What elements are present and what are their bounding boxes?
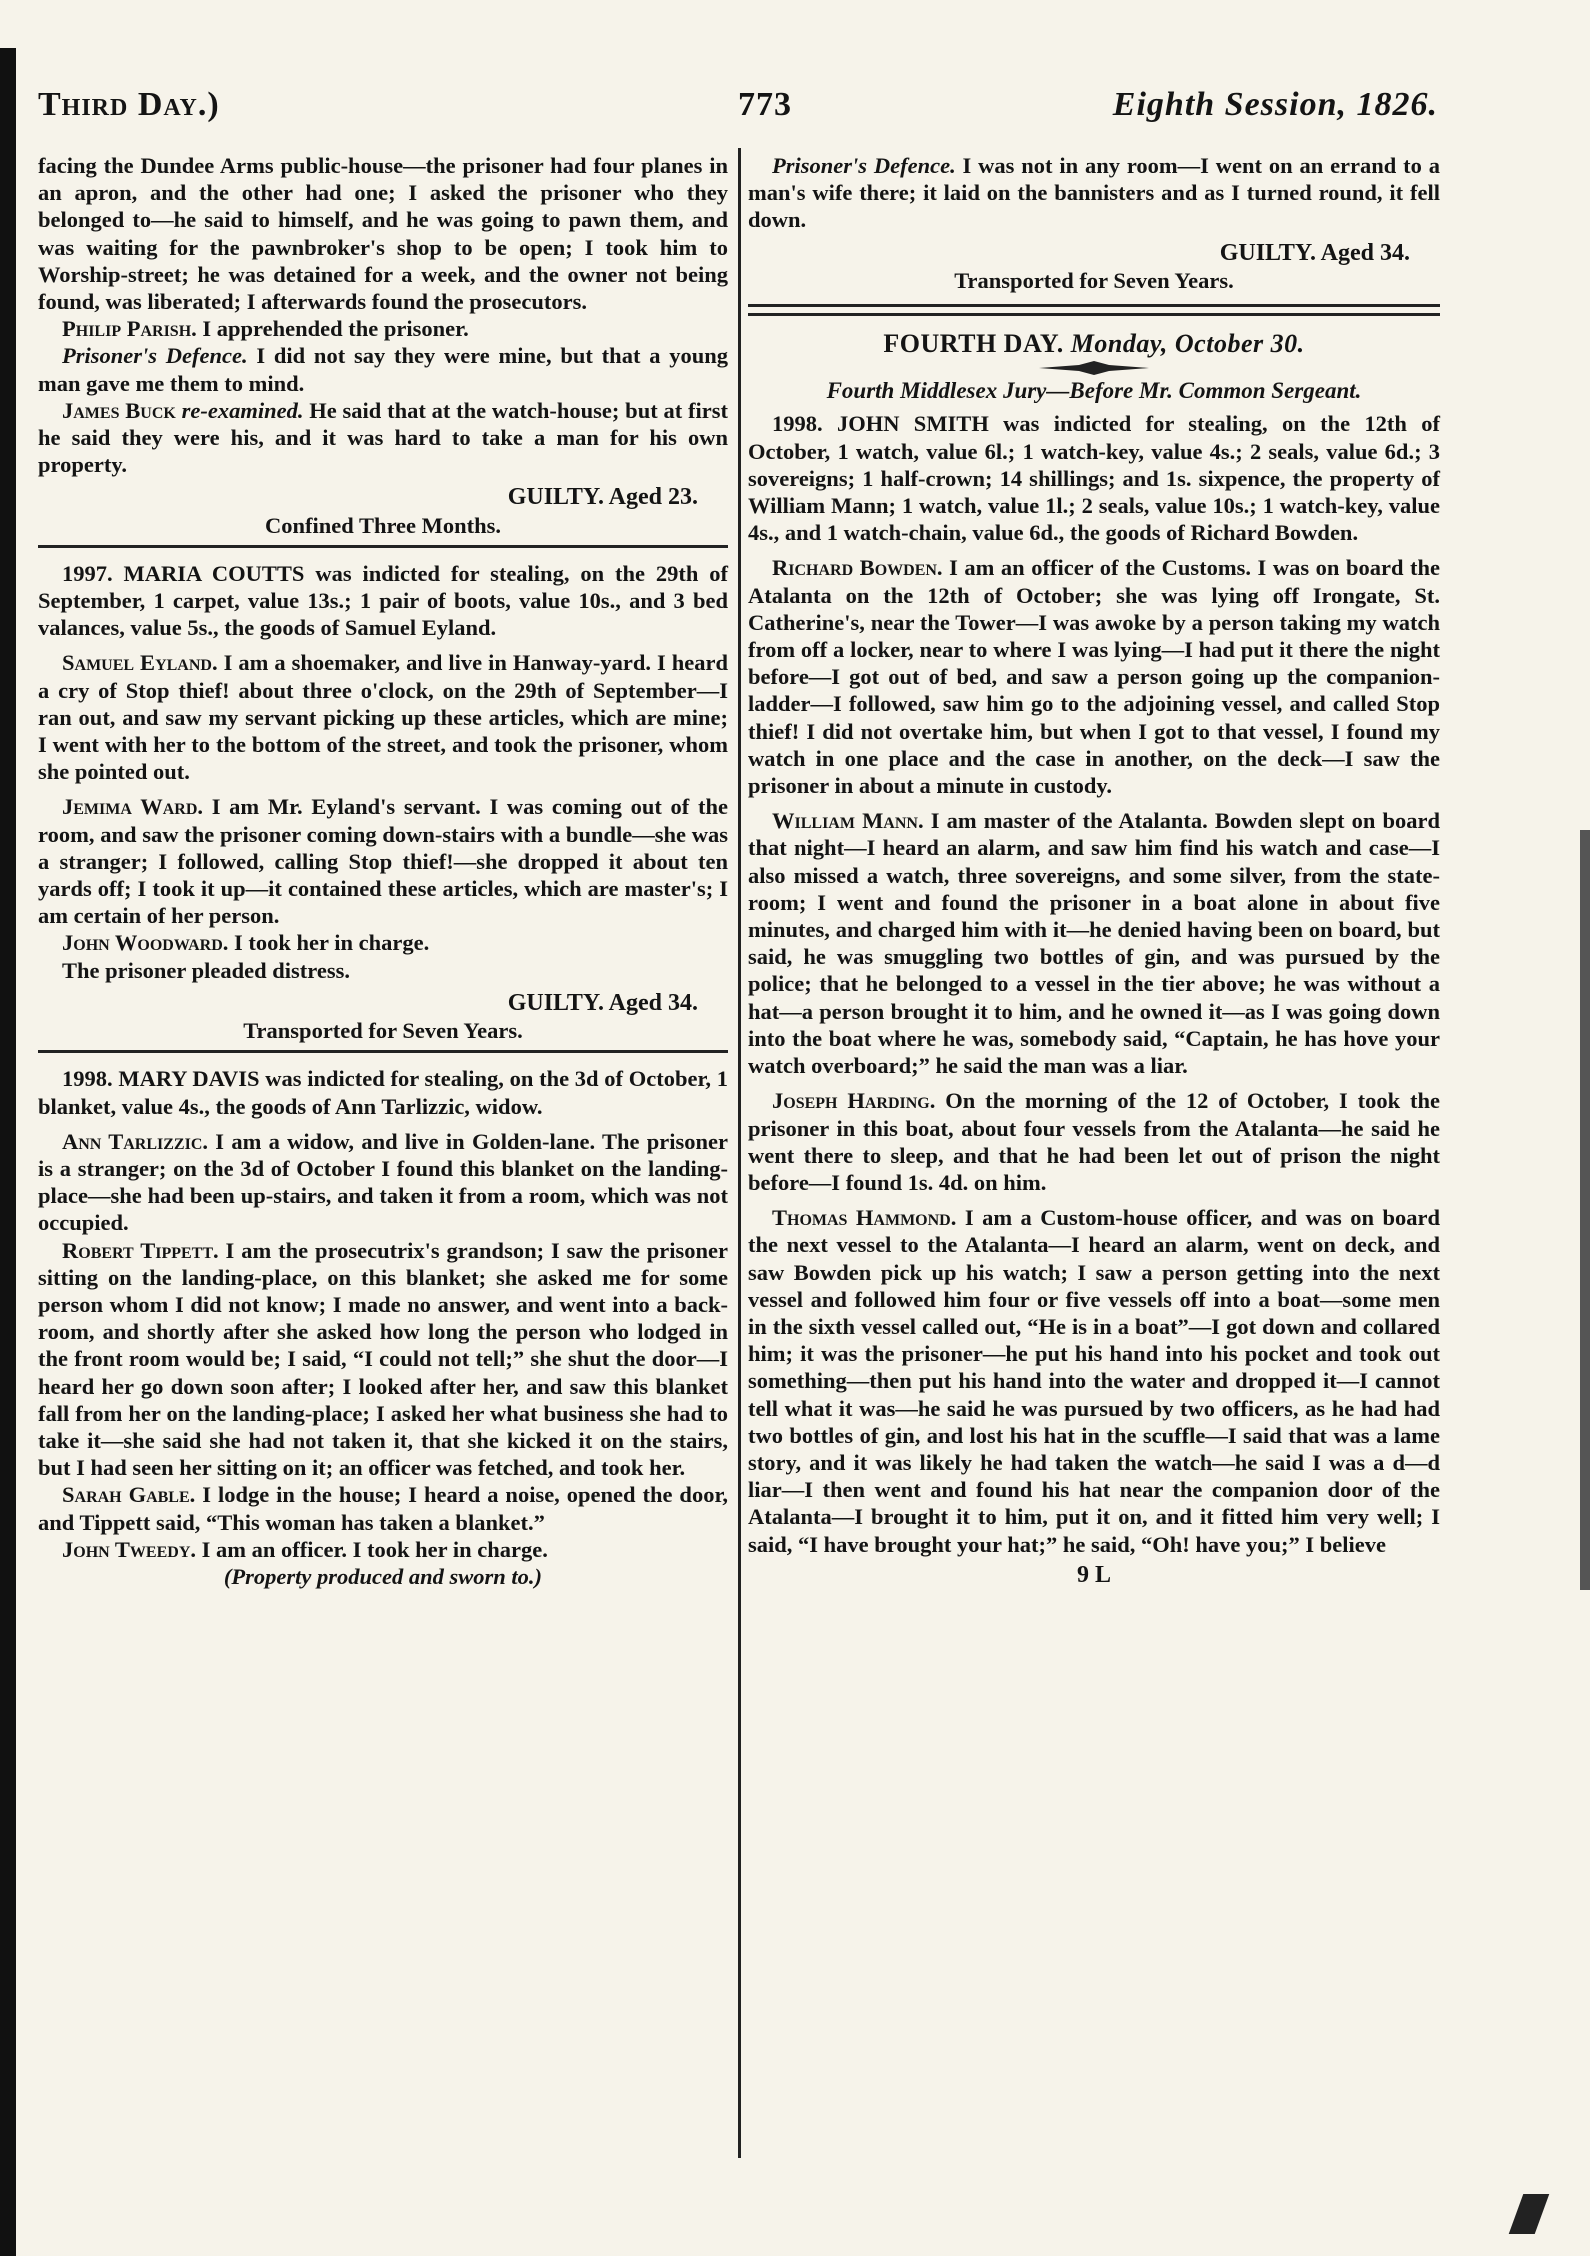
paragraph: The prisoner pleaded distress. — [62, 957, 350, 983]
witness-name: William Mann. — [772, 808, 924, 834]
testimony-text: He said that at the watch-house; but at first he said they were his, and it was hard to take a man for his own property. — [38, 397, 728, 478]
case-indictment — [38, 560, 728, 642]
paragraph — [38, 1237, 728, 1482]
paragraph — [38, 342, 728, 396]
testimony-text: I am a widow, and live in Golden-lane. The prisoner is a stranger; on the 3d of October I found this blanket on the landing-place—she had been up-stairs, and taken it from a room, which was not occupied. — [38, 1128, 729, 1236]
page-number: 773 — [738, 86, 792, 123]
scan-mark — [1509, 2194, 1550, 2234]
paragraph — [38, 1128, 728, 1237]
sentence: Confined Three Months. — [264, 512, 502, 538]
witness-name: Richard Bowden. — [772, 555, 943, 581]
verdict: GUILTY. Aged 23. — [507, 484, 698, 511]
page-header — [38, 86, 1438, 136]
defence-label: Prisoner's Defence. — [62, 343, 248, 369]
testimony-text: I did not say they were mine, but that a young man gave me them to mind. — [38, 343, 728, 396]
witness-name: Jemima Ward. — [62, 794, 203, 820]
signature-mark: 9 L — [1076, 1561, 1111, 1588]
verdict: GUILTY. Aged 34. — [1219, 239, 1410, 266]
sentence: Transported for Seven Years. — [243, 1018, 523, 1044]
examination-note: re-examined. — [175, 397, 304, 423]
testimony-text: I took her in charge. — [228, 930, 430, 956]
day-heading-main: FOURTH DAY. — [883, 329, 1064, 359]
scan-edge-right — [1580, 830, 1590, 1590]
witness-name: Joseph Harding. — [772, 1088, 936, 1114]
indictment-text: was indicted for stealing, on the 3d of October, 1 blanket, value 4s., the goods of Ann Tarlizzic, widow. — [38, 1066, 728, 1119]
witness-name: Sarah Gable. — [62, 1482, 196, 1508]
witness-name: Robert Tippett. — [62, 1237, 219, 1263]
defence-label: Prisoner's Defence. — [772, 153, 956, 178]
paragraph — [748, 554, 1440, 799]
case-number-defendant: 1997. MARIA COUTTS — [62, 560, 305, 586]
case-divider — [38, 1050, 728, 1053]
paragraph — [748, 1087, 1440, 1196]
case-indictment — [38, 1065, 728, 1119]
case-indictment — [748, 410, 1440, 546]
paragraph — [38, 649, 728, 785]
session-divider — [748, 304, 1440, 316]
day-heading-date: Monday, October 30. — [1070, 329, 1305, 359]
property-note: (Property produced and sworn to.) — [223, 1563, 543, 1589]
testimony-text: I lodge in the house; I heard a noise, opened the door, and Tippett said, “This woman has taken a blanket.” — [38, 1482, 728, 1535]
ornament-rule-icon — [1039, 361, 1149, 375]
witness-name: Thomas Hammond. — [772, 1205, 957, 1231]
paragraph — [748, 807, 1440, 1079]
testimony-text: I was not in any room—I went on an errand to a man's wife there; it laid on the bannisters and as I turned round, it fell down. — [748, 153, 1440, 233]
witness-name: John Woodward. — [62, 930, 229, 956]
right-column — [748, 152, 1440, 1589]
witness-name: John Tweedy. — [62, 1536, 196, 1562]
paragraph — [38, 929, 728, 956]
case-divider — [38, 545, 728, 548]
testimony-text: I am Mr. Eyland's servant. I was coming out of the room, and saw the prisoner coming down-stairs with a bundle—she was a stranger; I followed, calling Stop thief!—she dropped it about ten yards off; I took it up—it contained these articles, which are master's; I am certain of her person. — [38, 794, 728, 929]
verdict: GUILTY. Aged 34. — [507, 989, 698, 1016]
testimony-text: I apprehended the prisoner. — [196, 316, 469, 342]
paragraph — [38, 315, 728, 342]
running-head-left: Third Day.) — [38, 86, 220, 123]
testimony-text: I am a shoemaker, and live in Hanway-yard. I heard a cry of Stop thief! about three o'clock, on the 29th of September—I ran out, and saw my servant picking up these articles, which are mine; I went with her to the bottom of the street, and took the prisoner, whom she pointed out. — [38, 650, 728, 785]
paragraph — [38, 1481, 728, 1535]
paragraph — [748, 152, 1440, 234]
testimony-text: I am an officer of the Customs. I was on board the Atalanta on the 12th of October; she was lying off Irongate, St. Catherine's, near the Tower—I was awoke by a person taking my watch from off a locker, near to where I was lying—I had put it there the night before—I got out of bed, and saw a person going up the companion-ladder—I followed, saw him go to the adjoining vessel, and called Stop thief! I did not overtake him, but when I got to that vessel, I found my watch in one place and the case in another, on the deck—I saw the prisoner in about a minute in custody. — [748, 555, 1441, 799]
witness-name: James Buck — [62, 397, 176, 423]
case-number-defendant: 1998. JOHN SMITH — [772, 411, 989, 437]
witness-name: Samuel Eyland. — [62, 650, 218, 676]
case-number-defendant: 1998. MARY DAVIS — [62, 1066, 260, 1092]
paragraph — [38, 1536, 728, 1563]
witness-name: Ann Tarlizzic. — [62, 1128, 209, 1154]
paragraph — [38, 397, 728, 479]
paragraph — [748, 1204, 1440, 1558]
paragraph: facing the Dundee Arms public-house—the prisoner had four planes in an apron, and the other had one; I asked the prisoner who they belonged to—he said to himself, and he was going to pawn them, and was waiting for the pawnbroker's shop to be open; I took him to Worship-street; he was detained for a week, and the owner not being found, was liberated; I afterwards found the prosecutors. — [38, 153, 728, 315]
witness-name: Philip Parish. — [62, 316, 197, 342]
testimony-text: I am master of the Atalanta. Bowden slept on board that night—I heard an alarm, and saw him find his watch and case—I also missed a watch, three sovereigns, and some silver, from the state-room; I went and found the prisoner in a boat alone in about five minutes, and charged him with it—he denied having been on board, but said, he was smuggling two bottles of gin, and was pursued by the police; that he belonged to a vessel in the tier above; he was without a hat—a person brought it to him, and he owned it—as I was going down into the boat where he was, somebody said, “Captain, he has hove your watch overboard;” he said the man was a liar. — [748, 808, 1440, 1079]
testimony-text: On the morning of the 12 of October, I took the prisoner in this boat, about four vessels from the Atalanta—he said he went there to sleep, and that he had been let out of prison the night before—I found 1s. 4d. on him. — [748, 1088, 1440, 1195]
column-divider — [738, 148, 741, 2158]
paragraph — [38, 793, 728, 929]
left-column — [38, 152, 728, 1590]
day-heading — [748, 330, 1440, 357]
indictment-text: was indicted for stealing, on the 12th of October, 1 watch, value 6l.; 1 watch-key, value 4s.; 2 seals, value 6d.; 3 sovereigns; 1 half-crown; 14 shillings; and 1s. sixpence, the property of William Mann; 1 watch, value 1l.; 2 seals, value 10s.; 1 watch-key, value 4s., and 1 watch-chain, value 6d., the goods of Richard Bowden. — [748, 411, 1440, 546]
indictment-text: was indicted for stealing, on the 29th of September, 1 carpet, value 13s.; 1 pair of boots, value 10s., and 3 bed valances, value 5s., the goods of Samuel Eyland. — [38, 560, 729, 641]
jury-heading: Fourth Middlesex Jury—Before Mr. Common Sergeant. — [826, 378, 1362, 404]
scan-edge-left — [0, 48, 16, 2256]
running-head-right: Eighth Session, 1826. — [1112, 86, 1438, 123]
testimony-text: I am the prosecutrix's grandson; I saw the prisoner sitting on the landing-place, on this blanket; she asked me for some person whom I did not know; I made no answer, and went into a back-room, and shortly after she asked how long the person who lodged in the front room would be; I said, “I could not tell;” she shut the door—I heard her go down soon after; I looked after her, and saw this blanket fall from her on the landing-place; I asked her what business she had to take it—she said she had not taken it, that she kicked it on the stairs, but I had seen her sitting on it; an officer was fetched, and took her. — [38, 1237, 728, 1481]
testimony-text: I am an officer. I took her in charge. — [196, 1536, 548, 1562]
sentence: Transported for Seven Years. — [954, 267, 1234, 293]
testimony-text: I am a Custom-house officer, and was on board the next vessel to the Atalanta—I heard an alarm, went on deck, and saw Bowden pick up his watch; I saw a person getting into the next vessel and followed him four or five vessels off into a boat—some men in the sixth vessel called out, “He is in a boat”—I got down and collared him; it was the prisoner—he put his hand into his pocket and took out something—then put his hand into the water and dropped it—I cannot tell what it was—he said he was pursued by two officers, as he had had two bottles of gin, and lost his hat in the scuffle—I said that was a lame story, and it was likely he had taken the watch—he said I was a d—d liar—I then went and found his hat near the companion door of the Atalanta—I brought it to him, put it on, and it fitted him very well; I said, “I have brought your hat;” he said, “Oh! have you;” I believe — [748, 1205, 1440, 1557]
